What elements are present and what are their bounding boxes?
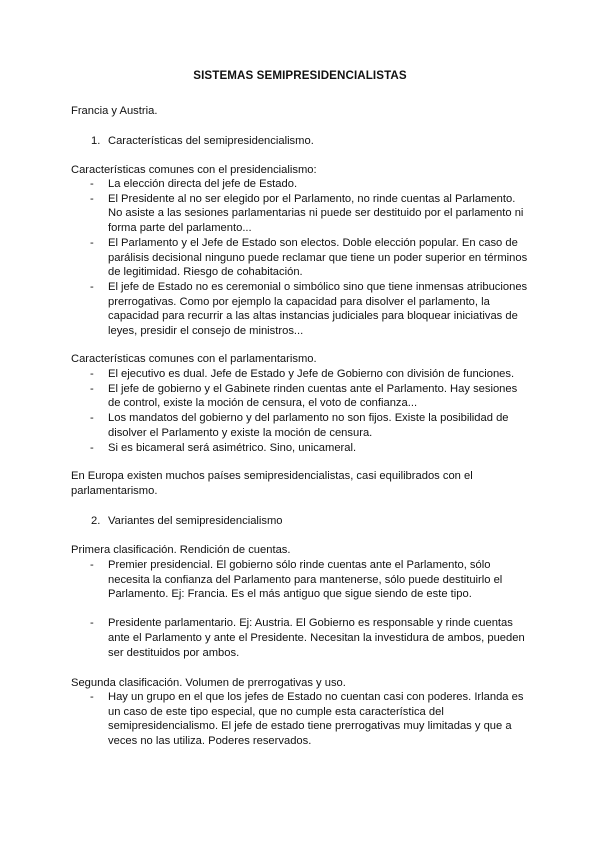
second-classification-heading: Segunda clasificación. Volumen de prerrogativas y uso. [71,677,346,689]
list-item: - La elección directa del jefe de Estado. [88,177,528,192]
list-item: - El jefe de Estado no es ceremonial o simbólico sino que tiene inmensas atribuciones prerrogativas. Como por ejemplo la capacidad para disolver el parlamento, la capacidad para recurrir a las altas instancias judiciales para bloquear iniciativas de leyes, presidir el consejo de ministros... [88,280,528,339]
parliamentary-heading: Características comunes con el parlamentarismo. [71,353,317,365]
first-classification-list [88,558,528,660]
list-item: - Premier presidencial. El gobierno sólo rinde cuentas ante el Parlamento, sólo necesita la confianza del Parlamento para mantenerse, sólo puede destituirlo el Parlamento. Ej: Francia. Es el más antiguo que sigue siendo de este tipo. [88,558,528,602]
section-1-title: Características del semipresidencialismo. [108,135,314,147]
section-2-number: 2. [91,515,101,527]
europe-paragraph: En Europa existen muchos países semipresidencialistas, casi equilibrados con el parlamentarismo. [71,470,473,497]
section-2-heading [91,514,531,529]
section-2-title: Variantes del semipresidencialismo [108,515,283,527]
presidential-heading: Características comunes con el presidencialismo: [71,164,317,176]
section-1-heading [91,134,531,149]
presidential-list [88,177,528,339]
list-item: - Hay un grupo en el que los jefes de Estado no cuentan casi con poderes. Irlanda es un caso de este tipo especial, que no cumple esta característica del semipresidencialismo. El jefe de estado tiene prerrogativas muy limitadas y que a veces no las utiliza. Poderes reservados. [88,690,528,749]
list-item: - El jefe de gobierno y el Gabinete rinden cuentas ante el Parlamento. Hay sesiones de control, existe la moción de censura, el voto de confianza... [88,382,528,411]
list-item: - El Parlamento y el Jefe de Estado son electos. Doble elección popular. En caso de parálisis decisional ninguno puede reclamar que tiene un poder superior en términos de legitimidad. Riesgo de cohabitación. [88,236,528,280]
list-item: - El ejecutivo es dual. Jefe de Estado y Jefe de Gobierno con división de funciones. [88,367,528,382]
list-item: - Presidente parlamentario. Ej: Austria. El Gobierno es responsable y rinde cuentas ante el Parlamento y ante el Presidente. Necesitan la investidura de ambos, pueden ser destituidos por ambos. [88,616,528,660]
list-item: - Los mandatos del gobierno y del parlamento no son fijos. Existe la posibilidad de disolver el Parlamento y existe la moción de censura. [88,411,528,440]
document-title: SISTEMAS SEMIPRESIDENCIALISTAS [193,69,407,82]
first-classification-heading: Primera clasificación. Rendición de cuentas. [71,544,291,556]
section-1-number: 1. [91,135,101,147]
list-item: - El Presidente al no ser elegido por el Parlamento, no rinde cuentas al Parlamento. No asiste a las sesiones parlamentarias ni puede ser destituido por el parlamento ni forma parte del parlamento... [88,192,528,236]
list-item: - Si es bicameral será asimétrico. Sino, unicameral. [88,441,528,456]
parliamentary-list [88,367,528,455]
second-classification-list [88,690,528,749]
intro-paragraph: Francia y Austria. [71,105,158,117]
